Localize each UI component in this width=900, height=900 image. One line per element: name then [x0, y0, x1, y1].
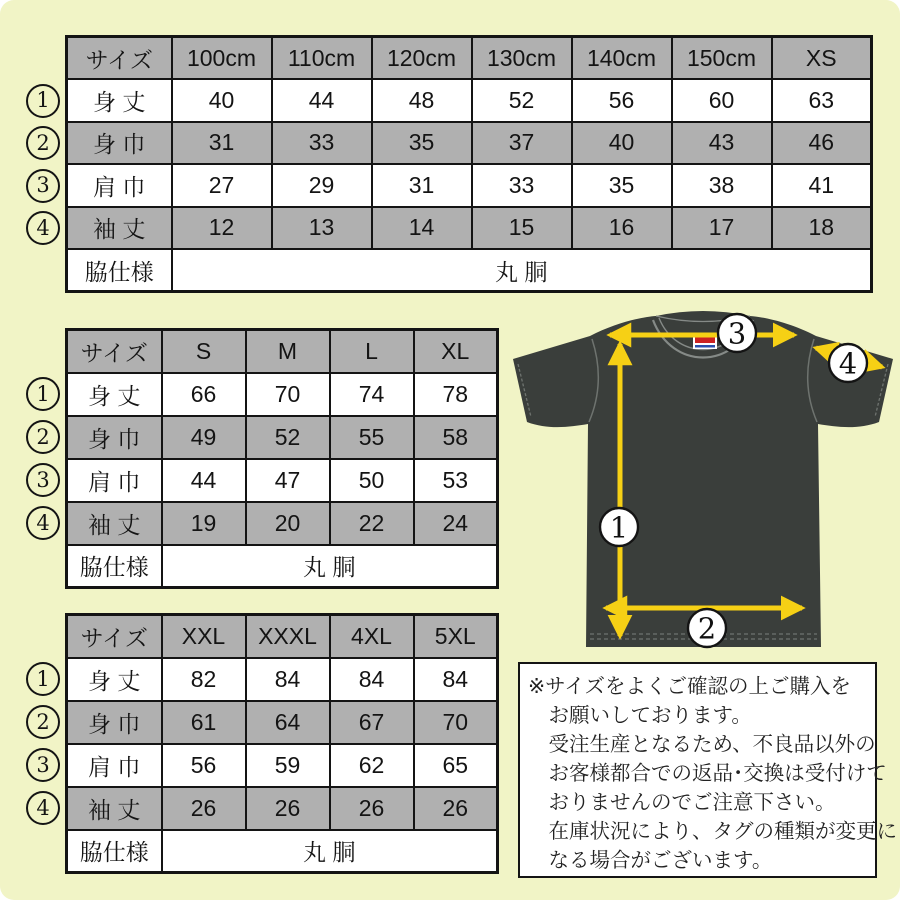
row-number-badge: 2: [26, 126, 60, 160]
label-body-length: 1: [609, 510, 629, 545]
row-number-gutter: [18, 613, 65, 874]
column-header-cell: 120cm: [372, 37, 472, 80]
value-cell: 55: [330, 416, 414, 459]
row-label-cell: 肩 巾: [67, 164, 172, 207]
value-cell: 15: [472, 207, 572, 250]
value-cell: 33: [272, 122, 372, 165]
value-cell: 26: [330, 787, 414, 830]
row-number-badge: 4: [26, 791, 60, 825]
footer-label-cell: 脇仕様: [67, 249, 172, 292]
value-cell: 82: [162, 658, 246, 701]
value-cell: 52: [246, 416, 330, 459]
row-number-badge: 2: [26, 420, 60, 454]
row-label-cell: 身 巾: [67, 122, 172, 165]
value-cell: 26: [246, 787, 330, 830]
value-cell: 17: [672, 207, 772, 250]
value-cell: 44: [162, 459, 246, 502]
value-cell: 14: [372, 207, 472, 250]
column-header-cell: XXL: [162, 615, 246, 658]
value-cell: 84: [246, 658, 330, 701]
row-number-badge: 3: [26, 169, 60, 203]
row-label-cell: 袖 丈: [67, 207, 172, 250]
value-cell: 44: [272, 79, 372, 122]
size-header-cell: サイズ: [67, 330, 162, 373]
row-number-gutter: [18, 328, 65, 589]
row-label-cell: 身 丈: [67, 658, 162, 701]
column-header-cell: 4XL: [330, 615, 414, 658]
row-number-badge: 1: [26, 662, 60, 696]
value-cell: 84: [414, 658, 498, 701]
column-header-cell: 110cm: [272, 37, 372, 80]
column-header-cell: 5XL: [414, 615, 498, 658]
footer-value-cell: 丸 胴: [162, 830, 498, 873]
size-header-cell: サイズ: [67, 615, 162, 658]
column-header-cell: 150cm: [672, 37, 772, 80]
value-cell: 22: [330, 502, 414, 545]
value-cell: 60: [672, 79, 772, 122]
size-table-xxl-5xl: [18, 613, 499, 874]
footer-value-cell: 丸 胴: [172, 249, 872, 292]
column-header-cell: M: [246, 330, 330, 373]
column-header-cell: L: [330, 330, 414, 373]
value-cell: 12: [172, 207, 272, 250]
value-cell: 56: [572, 79, 672, 122]
value-cell: 61: [162, 701, 246, 744]
value-cell: 24: [414, 502, 498, 545]
row-label-cell: 肩 巾: [67, 459, 162, 502]
value-cell: 33: [472, 164, 572, 207]
label-shoulder-width: 3: [727, 316, 747, 351]
notice-line: お客様都合での返品･交換は受付けて: [528, 762, 887, 785]
size-table: [65, 35, 873, 293]
purchase-notice-box: [518, 662, 897, 878]
row-label-cell: 袖 丈: [67, 787, 162, 830]
value-cell: 59: [246, 744, 330, 787]
footer-label-cell: 脇仕様: [67, 545, 162, 588]
size-header-cell: サイズ: [67, 37, 172, 80]
value-cell: 47: [246, 459, 330, 502]
value-cell: 56: [162, 744, 246, 787]
notice-line: なる場合がございます。: [528, 849, 773, 872]
value-cell: 40: [172, 79, 272, 122]
value-cell: 49: [162, 416, 246, 459]
label-sleeve-length: 4: [838, 346, 858, 381]
value-cell: 40: [572, 122, 672, 165]
notice-line: 受注生産となるため、不良品以外の: [528, 733, 876, 756]
size-table: [65, 613, 499, 874]
value-cell: 63: [772, 79, 872, 122]
value-cell: 19: [162, 502, 246, 545]
value-cell: 31: [372, 164, 472, 207]
value-cell: 27: [172, 164, 272, 207]
label-body-width: 2: [697, 611, 717, 646]
value-cell: 18: [772, 207, 872, 250]
value-cell: 43: [672, 122, 772, 165]
value-cell: 74: [330, 373, 414, 416]
value-cell: 37: [472, 122, 572, 165]
row-label-cell: 身 巾: [67, 701, 162, 744]
value-cell: 16: [572, 207, 672, 250]
column-header-cell: XS: [772, 37, 872, 80]
value-cell: 53: [414, 459, 498, 502]
value-cell: 84: [330, 658, 414, 701]
row-number-badge: 1: [26, 84, 60, 118]
value-cell: 50: [330, 459, 414, 502]
value-cell: 67: [330, 701, 414, 744]
size-table: [65, 328, 499, 589]
size-table-s-xl: [18, 328, 499, 589]
value-cell: 58: [414, 416, 498, 459]
tshirt-measure-diagram: [500, 298, 900, 662]
notice-line: お願いしております。: [528, 704, 752, 727]
value-cell: 38: [672, 164, 772, 207]
row-label-cell: 身 丈: [67, 373, 162, 416]
value-cell: 29: [272, 164, 372, 207]
row-label-cell: 身 丈: [67, 79, 172, 122]
value-cell: 62: [330, 744, 414, 787]
value-cell: 78: [414, 373, 498, 416]
value-cell: 26: [414, 787, 498, 830]
row-number-badge: 4: [26, 506, 60, 540]
value-cell: 35: [372, 122, 472, 165]
row-number-badge: 3: [26, 463, 60, 497]
value-cell: 52: [472, 79, 572, 122]
value-cell: 64: [246, 701, 330, 744]
value-cell: 13: [272, 207, 372, 250]
column-header-cell: 140cm: [572, 37, 672, 80]
value-cell: 48: [372, 79, 472, 122]
row-label-cell: 袖 丈: [67, 502, 162, 545]
value-cell: 41: [772, 164, 872, 207]
value-cell: 26: [162, 787, 246, 830]
value-cell: 46: [772, 122, 872, 165]
value-cell: 70: [246, 373, 330, 416]
footer-label-cell: 脇仕様: [67, 830, 162, 873]
footer-value-cell: 丸 胴: [162, 545, 498, 588]
value-cell: 65: [414, 744, 498, 787]
notice-line: 在庫状況により、タグの種類が変更に: [528, 820, 897, 843]
column-header-cell: 130cm: [472, 37, 572, 80]
notice-line: ※サイズをよくご確認の上ご購入を: [528, 675, 852, 698]
value-cell: 35: [572, 164, 672, 207]
column-header-cell: S: [162, 330, 246, 373]
row-label-cell: 肩 巾: [67, 744, 162, 787]
row-number-badge: 1: [26, 377, 60, 411]
value-cell: 70: [414, 701, 498, 744]
row-number-badge: 3: [26, 748, 60, 782]
notice-line: おりませんのでご注意下さい。: [528, 791, 836, 814]
row-label-cell: 身 巾: [67, 416, 162, 459]
row-number-badge: 4: [26, 211, 60, 245]
row-number-badge: 2: [26, 705, 60, 739]
value-cell: 20: [246, 502, 330, 545]
size-table-kids-xs: [18, 35, 873, 293]
value-cell: 31: [172, 122, 272, 165]
column-header-cell: XL: [414, 330, 498, 373]
column-header-cell: XXXL: [246, 615, 330, 658]
column-header-cell: 100cm: [172, 37, 272, 80]
value-cell: 66: [162, 373, 246, 416]
row-number-gutter: [18, 35, 65, 293]
